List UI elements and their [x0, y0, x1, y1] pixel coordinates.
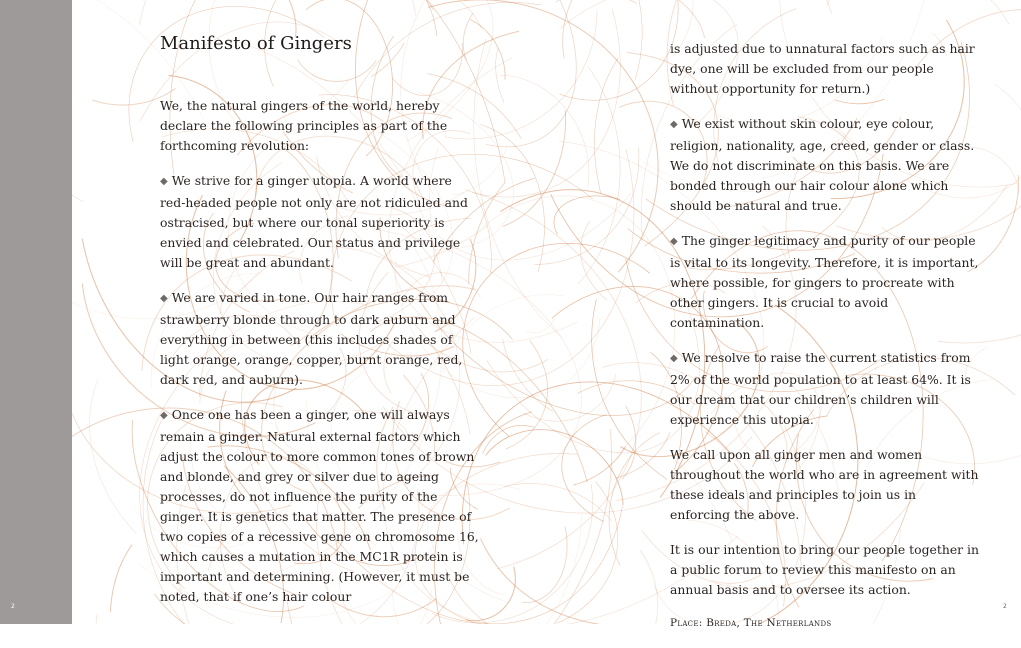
hair-strand: [500, 75, 589, 188]
hair-strand: [505, 483, 612, 521]
continued-paragraph: is adjusted due to unnatural factors such as hair dye, one will be excluded from our people without opportunity for return.): [670, 41, 975, 96]
diamond-bullet-icon: ◆: [160, 176, 168, 187]
side-bar: [0, 0, 72, 624]
hair-strand: [341, 0, 438, 36]
hair-strand: [556, 482, 618, 624]
page-number-right: 2: [1003, 603, 1007, 610]
page-title: Manifesto of Gingers: [160, 33, 352, 54]
hair-strand: [298, 60, 377, 82]
diamond-bullet-icon: ◆: [670, 119, 678, 130]
principle-text: The ginger legitimacy and purity of our people is vital to its longevity. Therefore, it is important, where possible, for gingers to procreate with other gingers. It is crucial to avoid contamination.: [670, 233, 979, 330]
left-column: [160, 96, 480, 622]
principle-text: Once one has been a ginger, one will always remain a ginger. Natural external factors which adjust the colour to more common tones of brown and blonde, and grey or silver due to ageing processes, do not influence the purity of the ginger. It is genetics that matter. The presence of two copies of a recessive gene on chromosome 16, which causes a mutation in the MC1R protein is important and determining. (However, it must be noted, that if one’s hair colour: [160, 407, 479, 604]
hair-strand: [522, 527, 567, 603]
hair-strand: [1003, 0, 1021, 155]
hair-strand: [354, 2, 541, 97]
hair-strand: [534, 148, 638, 265]
page-number-left: 2: [11, 603, 15, 610]
hair-strand: [526, 319, 555, 333]
hair-strand: [472, 9, 620, 197]
hair-strand: [481, 539, 600, 624]
hair-strand: [470, 20, 505, 80]
principle-text: We exist without skin colour, eye colour, religion, nationality, age, creed, gender or class. We do not discriminate on this basis. We are bonded through our hair colour alone which should be natural and true.: [670, 116, 975, 213]
principle-paragraph: [160, 405, 480, 607]
hair-strand: [246, 0, 296, 37]
hair-strand: [483, 196, 675, 455]
closing-paragraph: We call upon all ginger men and women throughout the world who are in agreement with these ideals and principles to join us in enforcing the above.: [670, 447, 979, 522]
hair-strand: [496, 48, 504, 103]
hair-strand: [678, 0, 832, 14]
diamond-bullet-icon: ◆: [670, 353, 678, 364]
hair-strand: [135, 0, 434, 10]
diamond-bullet-icon: ◆: [670, 236, 678, 247]
place-line: Place: Breda, The Netherlands: [670, 617, 832, 629]
hair-strand: [429, 0, 642, 79]
intro-paragraph: We, the natural gingers of the world, hereby declare the following principles as part of the forthcoming revolution:: [160, 98, 448, 153]
hair-strand: [474, 39, 563, 337]
hair-strand: [562, 415, 607, 522]
hair-strand: [486, 430, 624, 506]
hair-strand: [827, 0, 947, 5]
closing-paragraph: It is our intention to bring our people together in a public forum to review this manifesto on an annual basis and to oversee its action.: [670, 542, 979, 597]
hair-strand: [867, 0, 1009, 24]
hair-strand: [111, 545, 133, 613]
hair-strand: [578, 66, 620, 284]
principle-text: We resolve to raise the current statistics from 2% of the world population to at least 64%. It is our dream that our children’s children will experience this utopia.: [670, 350, 971, 427]
hair-strand: [90, 379, 136, 533]
hair-strand: [559, 0, 678, 100]
hair-strand: [371, 43, 404, 77]
principle-paragraph: [670, 231, 980, 333]
principle-text: We are varied in tone. Our hair ranges from strawberry blonde through to dark auburn and everything in between (this includes shades of light orange, orange, copper, burnt orange, red, dark red, and auburn).: [160, 290, 463, 387]
diamond-bullet-icon: ◆: [160, 410, 168, 421]
hair-strand: [556, 0, 637, 3]
principle-text: We strive for a ginger utopia. A world where red-headed people not only are not ridiculed and ostracised, but where our tonal superiority is envied and celebrated. Our status and privilege will be great and abundant.: [160, 173, 468, 270]
principle-paragraph: [670, 348, 980, 430]
hair-strand: [487, 307, 700, 453]
hair-strand: [594, 58, 618, 194]
diamond-bullet-icon: ◆: [160, 293, 168, 304]
principle-paragraph: [160, 288, 480, 390]
hair-strand: [139, 0, 416, 25]
hair-strand: [956, 0, 1021, 38]
principle-paragraph: [160, 171, 480, 273]
hair-strand: [655, 0, 705, 38]
hair-strand: [392, 43, 462, 96]
hair-strand: [72, 122, 84, 202]
principle-paragraph: [670, 114, 980, 216]
right-column: [670, 39, 980, 648]
hair-strand: [503, 110, 566, 226]
hair-strand: [563, 0, 662, 58]
hair-strand: [465, 190, 641, 569]
